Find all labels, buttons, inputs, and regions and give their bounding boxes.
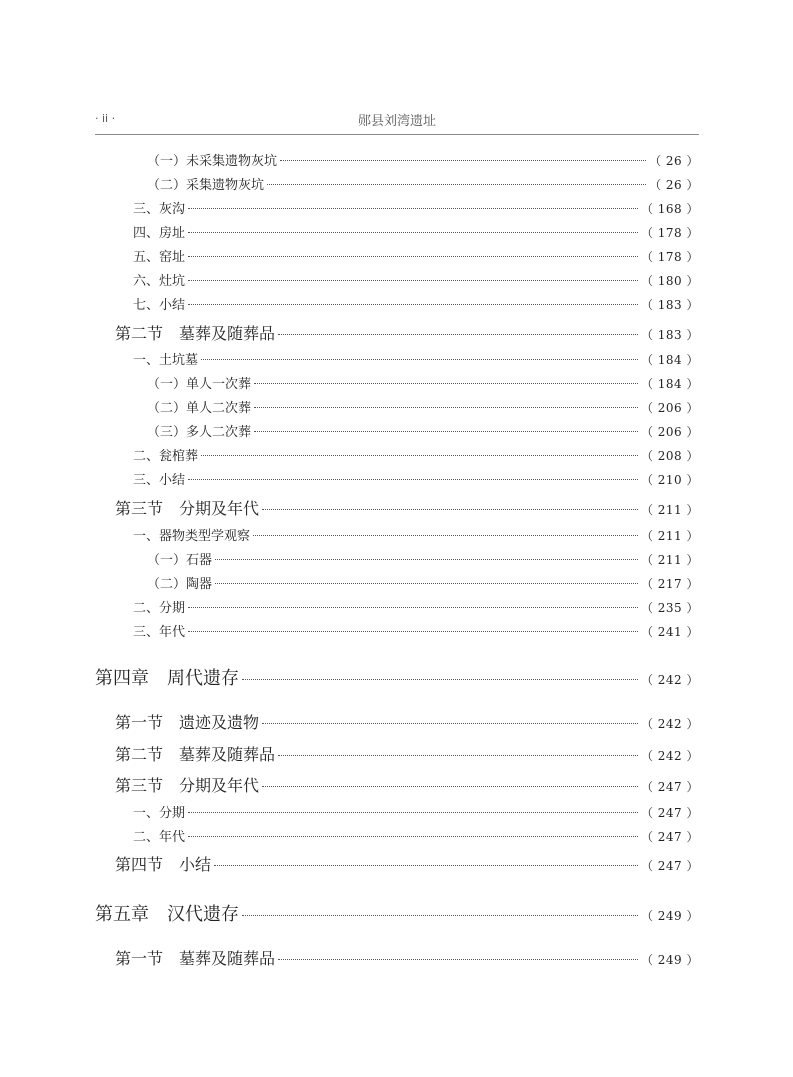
toc-entry[interactable] <box>133 270 699 289</box>
toc-entry[interactable] <box>115 496 699 519</box>
toc-label: 一、分期 <box>133 806 186 821</box>
toc-label: 三、灰沟 <box>133 202 186 217</box>
toc-page: （ 211 ） <box>640 503 699 517</box>
leader-dots <box>254 383 638 384</box>
toc-page: （ 184 ） <box>640 353 699 367</box>
toc-label: 二、年代 <box>133 830 186 845</box>
toc-entry[interactable] <box>133 445 699 464</box>
leader-dots <box>214 865 638 866</box>
leader-dots <box>201 359 638 360</box>
toc-label: 二、分期 <box>133 601 186 616</box>
toc-page: （ 210 ） <box>640 473 699 487</box>
toc-entry[interactable] <box>147 397 699 416</box>
toc-entry[interactable] <box>133 246 699 265</box>
toc-label: 第二节 墓葬及随葬品 <box>115 745 276 764</box>
toc-label: 第五章 汉代遗存 <box>95 904 239 925</box>
toc-entry[interactable] <box>133 198 699 217</box>
toc-page: （ 247 ） <box>640 780 699 794</box>
toc-page: （ 178 ） <box>640 226 699 240</box>
toc-entry[interactable] <box>133 349 699 368</box>
toc-label: 第三节 分期及年代 <box>115 776 260 795</box>
toc-label: 四、房址 <box>133 226 186 241</box>
toc-label: （二）陶器 <box>147 577 213 592</box>
toc-page: （ 242 ） <box>640 749 699 763</box>
toc-label: （一）未采集遗物灰坑 <box>147 154 278 169</box>
toc-entry[interactable] <box>115 773 699 796</box>
toc-label: （一）单人一次葬 <box>147 377 252 392</box>
toc-entry[interactable] <box>115 710 699 733</box>
toc-entry[interactable] <box>133 597 699 616</box>
toc-page: （ 242 ） <box>640 717 699 731</box>
running-title: 郧县刘湾遗址 <box>357 114 436 129</box>
toc-label: （二）采集遗物灰坑 <box>147 178 265 193</box>
toc-entry[interactable] <box>147 150 699 169</box>
toc-entry[interactable] <box>133 525 699 544</box>
leader-dots <box>262 723 638 724</box>
toc-page: （ 178 ） <box>640 250 699 264</box>
toc-label: （三）多人二次葬 <box>147 425 252 440</box>
toc-label: 第三节 分期及年代 <box>115 499 260 518</box>
page-number: · ii · <box>95 112 116 125</box>
toc-page: （ 247 ） <box>640 830 699 844</box>
leader-dots <box>188 607 638 608</box>
toc-entry[interactable] <box>133 802 699 821</box>
toc-label: 第二节 墓葬及随葬品 <box>115 324 276 343</box>
toc-entry[interactable] <box>95 664 699 690</box>
leader-dots <box>188 232 638 233</box>
leader-dots <box>278 334 638 335</box>
toc-label: 六、灶坑 <box>133 274 186 289</box>
toc-label: 三、年代 <box>133 625 186 640</box>
leader-dots <box>278 755 638 756</box>
toc-entry[interactable] <box>115 742 699 765</box>
toc-label: 第一节 墓葬及随葬品 <box>115 949 276 968</box>
toc-label: 五、窑址 <box>133 250 186 265</box>
leader-dots <box>262 786 638 787</box>
leader-dots <box>280 160 646 161</box>
toc-entry[interactable] <box>147 174 699 193</box>
toc-entry[interactable] <box>147 549 699 568</box>
toc-page: （ 206 ） <box>640 425 699 439</box>
leader-dots <box>188 256 638 257</box>
toc-page: （ 184 ） <box>640 377 699 391</box>
toc-label: 三、小结 <box>133 473 186 488</box>
toc-page: （ 211 ） <box>640 529 699 543</box>
toc-entry[interactable] <box>147 573 699 592</box>
leader-dots <box>188 208 638 209</box>
toc-entry[interactable] <box>133 621 699 640</box>
leader-dots <box>278 959 638 960</box>
toc-page: （ 235 ） <box>640 601 699 615</box>
toc-label: 一、器物类型学观察 <box>133 529 251 544</box>
leader-dots <box>253 535 638 536</box>
toc-page: （ 26 ） <box>649 154 699 168</box>
toc-page: （ 242 ） <box>640 673 699 687</box>
leader-dots <box>254 431 638 432</box>
leader-dots <box>254 407 638 408</box>
leader-dots <box>215 583 638 584</box>
toc-label: 一、土坑墓 <box>133 353 199 368</box>
toc-page: （ 249 ） <box>640 953 699 967</box>
toc-page: （ 217 ） <box>640 577 699 591</box>
toc-page: （ 208 ） <box>640 449 699 463</box>
leader-dots <box>188 631 638 632</box>
toc-entry[interactable] <box>147 421 699 440</box>
toc-page: （ 241 ） <box>640 625 699 639</box>
toc-entry[interactable] <box>133 222 699 241</box>
toc-page: （ 247 ） <box>640 806 699 820</box>
toc-entry[interactable] <box>115 852 699 875</box>
leader-dots <box>188 836 638 837</box>
toc-page: （ 249 ） <box>640 909 699 923</box>
leader-dots <box>242 679 638 680</box>
toc-page: （ 183 ） <box>640 298 699 312</box>
toc-entry[interactable] <box>133 469 699 488</box>
toc-label: （一）石器 <box>147 553 213 568</box>
toc-entry[interactable] <box>115 946 699 969</box>
toc-label: 七、小结 <box>133 298 186 313</box>
leader-dots <box>262 509 638 510</box>
leader-dots <box>201 455 638 456</box>
toc-entry[interactable] <box>115 321 699 344</box>
toc-label: 第一节 遗迹及遗物 <box>115 713 260 732</box>
leader-dots <box>188 304 638 305</box>
toc-page: （ 211 ） <box>640 553 699 567</box>
toc-page: （ 247 ） <box>640 859 699 873</box>
toc-page: （ 168 ） <box>640 202 699 216</box>
leader-dots <box>188 812 638 813</box>
toc-label: 第四节 小结 <box>115 855 212 874</box>
toc-label: 第四章 周代遗存 <box>95 668 239 689</box>
toc-page: （ 183 ） <box>640 328 699 342</box>
toc-page: （ 206 ） <box>640 401 699 415</box>
leader-dots <box>215 559 638 560</box>
toc-entry[interactable] <box>133 826 699 845</box>
toc-label: （二）单人二次葬 <box>147 401 252 416</box>
toc-page: （ 180 ） <box>640 274 699 288</box>
toc-page: （ 26 ） <box>649 178 699 192</box>
leader-dots <box>242 915 638 916</box>
leader-dots <box>188 280 638 281</box>
toc-entry[interactable] <box>133 294 699 313</box>
toc-label: 二、瓮棺葬 <box>133 449 199 464</box>
leader-dots <box>188 479 638 480</box>
toc-entry[interactable] <box>147 373 699 392</box>
leader-dots <box>267 184 646 185</box>
toc-entry[interactable] <box>95 900 699 926</box>
